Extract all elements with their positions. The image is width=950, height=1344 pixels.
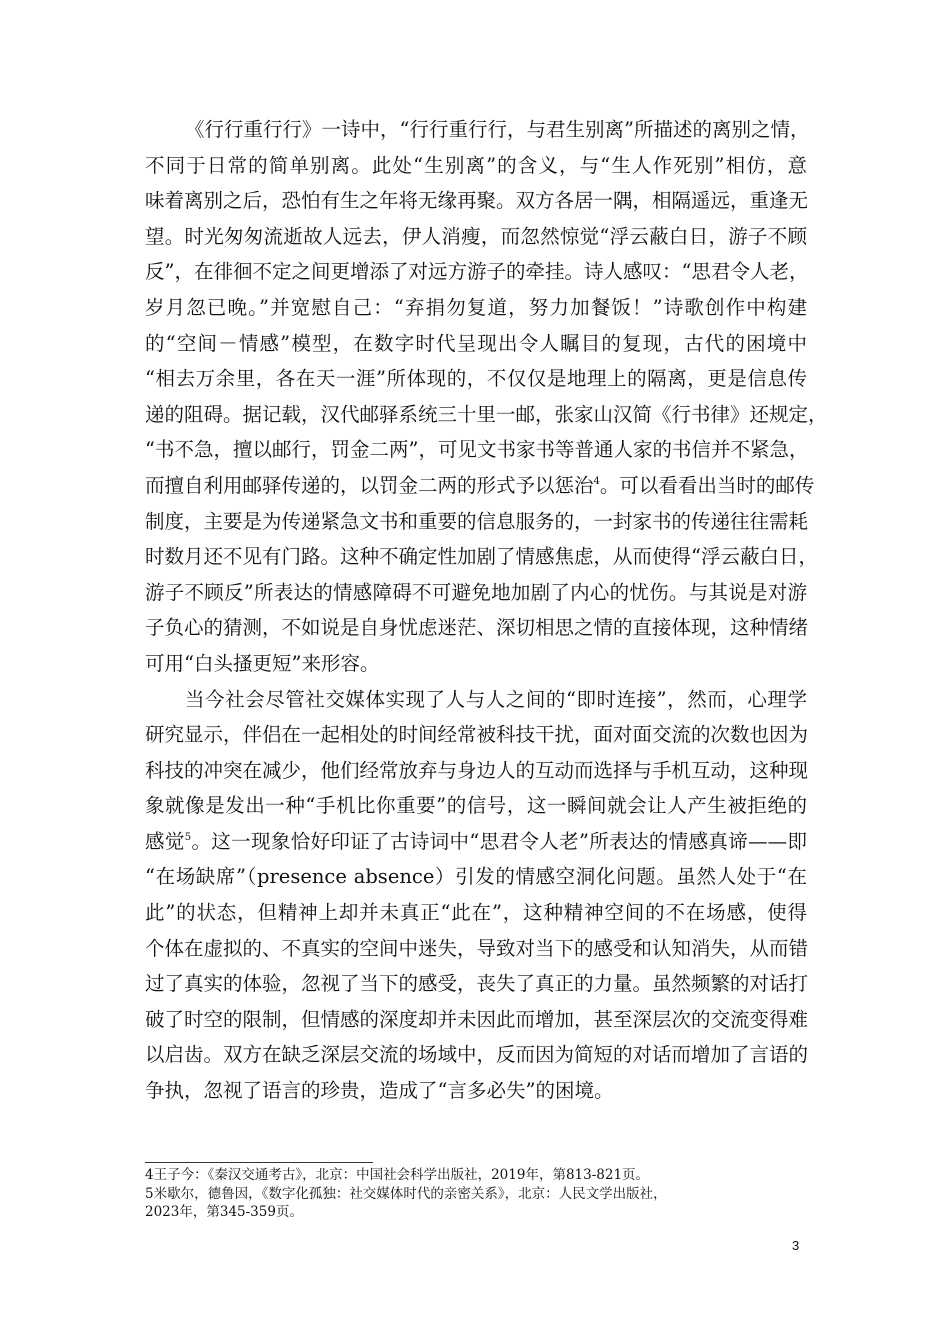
footnote-5 bbox=[145, 1185, 807, 1204]
footnote-reference[interactable]: 4 bbox=[593, 475, 600, 487]
text-line: 子负心的猜测，不如说是自身忧虑迷茫、深切相思之情的直接体现，这种情绪 bbox=[145, 616, 809, 640]
text-segment: 。可以看看出当时的邮传 bbox=[599, 473, 815, 497]
footnotes bbox=[145, 1166, 807, 1222]
text-line: “相去万余里，各在天一涯”所体现的，不仅仅是地理上的隔离，更是信息传 bbox=[145, 367, 807, 391]
text-line: 此”的状态，但精神上却并未真正“此在”，这种精神空间的不在场感，使得 bbox=[145, 901, 807, 925]
text-line: 的“空间－情感”模型，在数字时代呈现出令人瞩目的复现，古代的困境中 bbox=[145, 331, 807, 355]
text-line: 科技的冲突在减少，他们经常放弃与身边人的互动而选择与手机互动，这种现 bbox=[145, 758, 809, 782]
footnote-5-continued: 2023年，第345-359页。 bbox=[145, 1204, 303, 1220]
body-text bbox=[145, 112, 828, 1109]
footnote-text: 米歇尔，德鲁因，《数字化孤独：社交媒体时代的亲密关系》，北京：人民文学出版社， bbox=[153, 1185, 667, 1202]
paragraph-2 bbox=[145, 682, 807, 1109]
text-line: 争执，忽视了语言的珍贵，造成了“言多必失”的困境。 bbox=[145, 1079, 614, 1103]
text-line: 反”，在徘徊不定之间更增添了对远方游子的牵挂。诗人感叹：“思君令人老， bbox=[145, 260, 809, 284]
text-line bbox=[145, 824, 807, 860]
text-line: “书不急，擅以邮行，罚金二两”，可见文书家书等普通人家的书信并不紧急， bbox=[145, 438, 809, 462]
paragraph-1 bbox=[145, 112, 828, 682]
text-line: “在场缺席”（presence absence）引发的情感空洞化问题。虽然人处于“在 bbox=[145, 865, 807, 889]
footnote-reference[interactable]: 5 bbox=[184, 831, 192, 843]
text-segment: 感觉 bbox=[145, 829, 185, 853]
text-line: 破了时空的限制，但情感的深度却并未因此而增加，甚至深层次的交流变得难 bbox=[145, 1007, 809, 1031]
text-line: 望。时光匆匆流逝故人远去，伊人消瘦，而忽然惊觉“浮云蔽白日，游子不顾 bbox=[145, 224, 807, 248]
page-number: 3 bbox=[792, 1238, 800, 1253]
text-line: 游子不顾反”所表达的情感障碍不可避免地加剧了内心的忧伤。与其说是对游 bbox=[145, 580, 807, 604]
text-line: 象就像是发出一种“手机比你重要”的信号，这一瞬间就会让人产生被拒绝的 bbox=[145, 794, 807, 818]
text-line: 《行行重行行》一诗中，“行行重行行，与君生别离”所描述的离别之情， bbox=[185, 118, 810, 141]
footnote-mark: 4 bbox=[145, 1167, 154, 1183]
text-line: 不同于日常的简单别离。此处“生别离”的含义，与“生人作死别”相仿，意 bbox=[145, 153, 807, 177]
text-line: 制度，主要是为传递紧急文书和重要的信息服务的，一封家书的传递往往需耗 bbox=[145, 509, 809, 533]
footnote-mark: 5 bbox=[145, 1185, 154, 1202]
text-line: 味着离别之后，恐怕有生之年将无缘再聚。双方各居一隅，相隔遥远，重逢无 bbox=[145, 189, 809, 213]
text-line: 个体在虚拟的、不真实的空间中迷失，导致对当下的感受和认知消失，从而错 bbox=[145, 936, 809, 960]
text-line: 当今社会尽管社交媒体实现了人与人之间的“即时连接”，然而，心理学 bbox=[185, 687, 807, 711]
text-line: 可用“白头搔更短”来形容。 bbox=[145, 651, 380, 675]
footnote-4 bbox=[145, 1166, 807, 1185]
text-line: 以启齿。双方在缺乏深层交流的场域中，反而因为简短的对话而增加了言语的 bbox=[145, 1043, 809, 1067]
text-line bbox=[145, 468, 815, 504]
text-line: 过了真实的体验，忽视了当下的感受，丧失了真正的力量。虽然频繁的对话打 bbox=[145, 972, 809, 996]
text-line: 岁月忽已晚。”并宽慰自己：“弃捐勿复道，努力加餐饭！”诗歌创作中构建 bbox=[145, 295, 807, 319]
text-segment: 。这一现象恰好印证了古诗词中“思君令人老”所表达的情感真谛——即 bbox=[191, 829, 807, 853]
text-line: 递的阻碍。据记载，汉代邮驿系统三十里一邮，张家山汉简《行书律》还规定， bbox=[145, 402, 828, 426]
text-line: 研究显示，伴侣在一起相处的时间经常被科技干扰，面对面交流的次数也因为 bbox=[145, 723, 809, 747]
footnote-separator bbox=[145, 1162, 373, 1163]
text-line: 时数月还不见有门路。这种不确定性加剧了情感焦虑，从而使得“浮云蔽白日， bbox=[145, 545, 818, 569]
footnote-text: 王子今：《秦汉交通考古》，北京：中国社会科学出版社，2019年，第813-821页。 bbox=[153, 1167, 650, 1183]
text-segment: 而擅自利用邮驿传递的，以罚金二两的形式予以惩治 bbox=[145, 473, 594, 497]
